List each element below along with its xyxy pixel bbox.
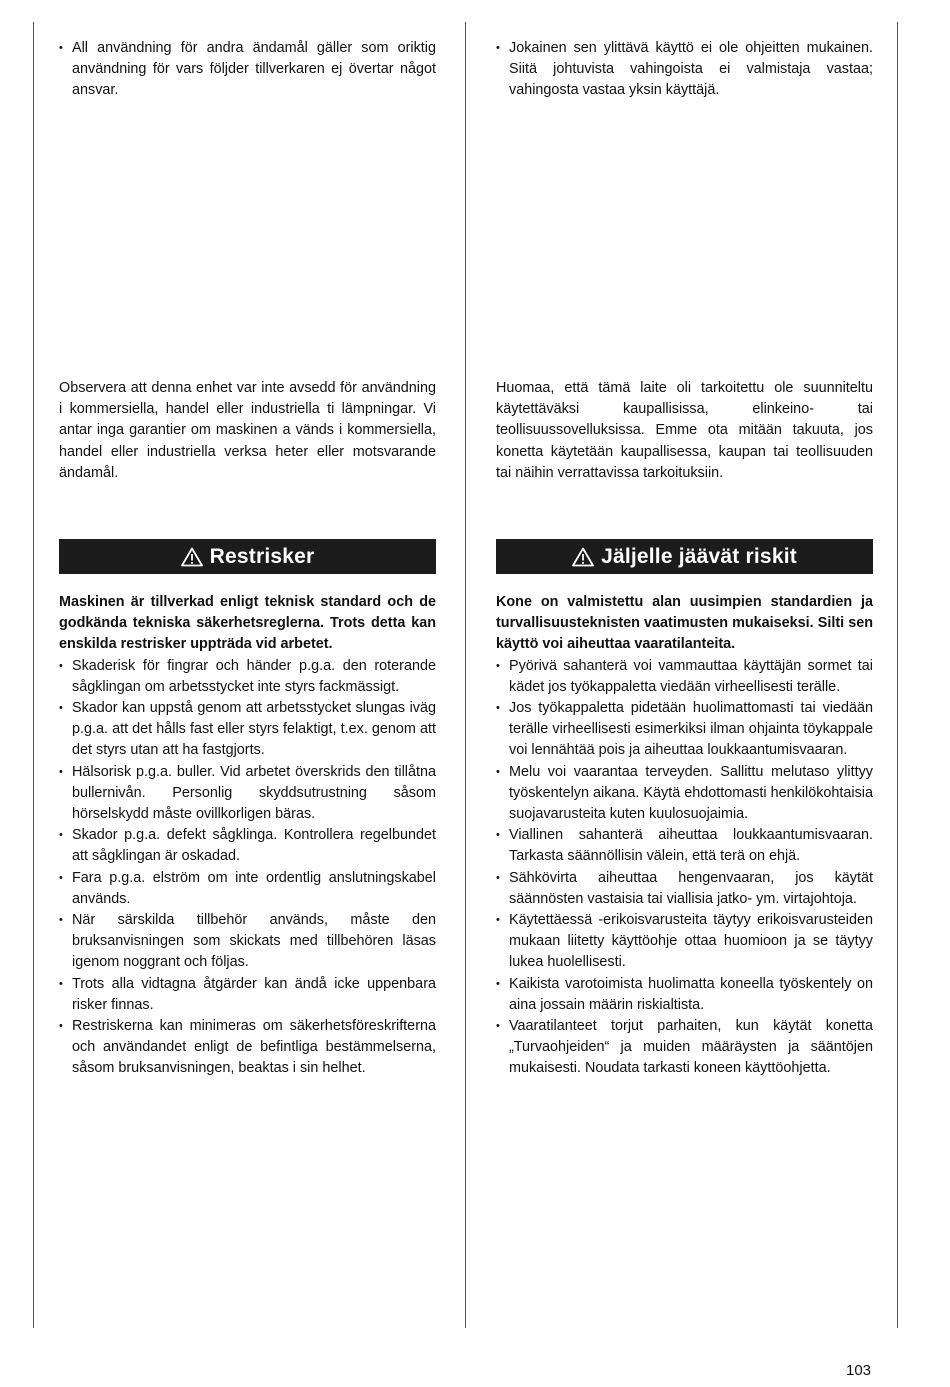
- left-top-section: [59, 38, 436, 102]
- list-item: • All användning för andra ändamål gäller som oriktig användning för vars följder tillverkaren ej övertar något ansvar.: [59, 38, 436, 102]
- list-item: • Sähkövirta aiheuttaa hengenvaaran, jos käytät säännösten vastaisia tai viallisia jatko- ym. virtajohtoja.: [496, 868, 873, 910]
- left-notice-section: [59, 378, 436, 484]
- right-top-section: [496, 38, 873, 102]
- notice-paragraph: Observera att denna enhet var inte avsedd för användning i kommersiella, handel eller industriella ti lämpningar. Vi antar inga garantier om maskinen a vänds i kommersiella, handel eller industriella verksa heter eller motsvarande ändamål.: [59, 380, 436, 481]
- section-heading: Jäljelle jäävät riskit: [601, 544, 797, 568]
- list-item: • Kaikista varotoimista huolimatta koneella työskentely on aina jossain määrin riskialtista.: [496, 974, 873, 1016]
- list-item: • Käytettäessä -erikoisvarusteita täytyy erikoisvarusteiden mukaan liitetty käyttöohje ottaa huomioon ja se täytyy lukea huolellisesti.: [496, 910, 873, 974]
- right-margin-rule: [897, 22, 898, 1328]
- list-item: • Restriskerna kan minimeras om säkerhetsföreskrifterna och användandet enligt de befintliga bestämmelserna, såsom bruksanvisningen, beaktas i sin helhet.: [59, 1016, 436, 1080]
- list-item: • Skador kan uppstå genom att arbetsstycket slungas iväg p.g.a. att det hålls fast eller styrs felaktigt, t.ex. genom att det styrs utan att ha fastgjorts.: [59, 698, 436, 762]
- list-item: • Trots alla vidtagna åtgärder kan ändå icke uppenbara risker finnas.: [59, 974, 436, 1016]
- left-margin-rule: [33, 22, 34, 1328]
- list-item: • När särskilda tillbehör används, måste den bruksanvisningen som skickats med tillbehören läsas igenom noggrant och följas.: [59, 910, 436, 974]
- list-item: • Jos työkappaletta pidetään huolimattomasti tai viedään terälle virheellisesti esimerkiksi ilman ohjainta töykappale voi lennähtää pois ja aiheuttaa loukkaantumisvaaran.: [496, 698, 873, 762]
- right-top-bullet-list: [496, 38, 873, 102]
- intro-paragraph: Kone on valmistettu alan uusimpien standardien ja turvallisuusteknisten vaatimusten mukaiseksi. Silti sen käyttö voi aiheuttaa vaaratilanteita.: [496, 594, 873, 653]
- list-item: • Pyörivä sahanterä voi vammauttaa käyttäjän sormet tai kädet jos työkappaletta viedään virheellisesti terälle.: [496, 656, 873, 698]
- warning-triangle-icon: [572, 547, 594, 567]
- warning-triangle-icon: [181, 547, 203, 567]
- left-top-bullet-list: [59, 38, 436, 102]
- section-heading-bar: [59, 539, 436, 574]
- section-heading: Restrisker: [209, 544, 315, 568]
- list-item: • Skador p.g.a. defekt sågklinga. Kontrollera regelbundet att sågklingan är oskadad.: [59, 825, 436, 867]
- list-item: • Melu voi vaarantaa terveyden. Sallittu melutaso ylittyy työskentelyn aikana. Käytä ehdottomasti henkilökohtaisia suojavarusteita kuten kuulosuojaimia.: [496, 762, 873, 826]
- right-risk-section: [496, 539, 873, 1080]
- intro-paragraph: Maskinen är tillverkad enligt teknisk standard och de godkända tekniska säkerhetsreglerna. Trots detta kan enskilda restrisker uppträda vid arbetet.: [59, 594, 436, 653]
- section-heading-bar: [496, 539, 873, 574]
- risk-bullet-list: [59, 656, 436, 1080]
- list-item: • Fara p.g.a. elström om inte ordentlig anslutningskabel används.: [59, 868, 436, 910]
- list-item: • Hälsorisk p.g.a. buller. Vid arbetet överskrids den tillåtna bullernivån. Personlig skyddsutrustning såsom hörselskydd måste ovillkorligen bäras.: [59, 762, 436, 826]
- page-number: 103: [846, 1362, 872, 1379]
- list-item: • Vaaratilanteet torjut parhaiten, kun käytät konetta „Turvaohjeiden“ ja muiden määräysten ja sääntöjen mukaisesti. Noudata tarkasti koneen käyttöohjetta.: [496, 1016, 873, 1080]
- risk-bullet-list: [496, 656, 873, 1080]
- list-item: • Skaderisk för fingrar och händer p.g.a. den roterande sågklingan om arbetsstycket inte styrs fackmässigt.: [59, 656, 436, 698]
- center-divider-rule: [465, 22, 466, 1328]
- notice-paragraph: Huomaa, että tämä laite oli tarkoitettu ole suunniteltu käytettäväksi kaupallisissa, elinkeino- tai teollisuussovelluksissa. Emme ota mitään takuuta, jos konetta käytetään kaupallisessa, kaupan tai teollisuuden tai näihin verrattavissa tarkoituksiin.: [496, 380, 873, 481]
- list-item: • Jokainen sen ylittävä käyttö ei ole ohjeitten mukainen. Siitä johtuvista vahingoista ei valmistaja vastaa; vahingosta vastaa yksin käyttäjä.: [496, 38, 873, 102]
- left-risk-section: [59, 539, 436, 1080]
- list-item: • Viallinen sahanterä aiheuttaa loukkaantumisvaaran. Tarkasta säännöllisin välein, että terä on ehjä.: [496, 825, 873, 867]
- right-notice-section: [496, 378, 873, 484]
